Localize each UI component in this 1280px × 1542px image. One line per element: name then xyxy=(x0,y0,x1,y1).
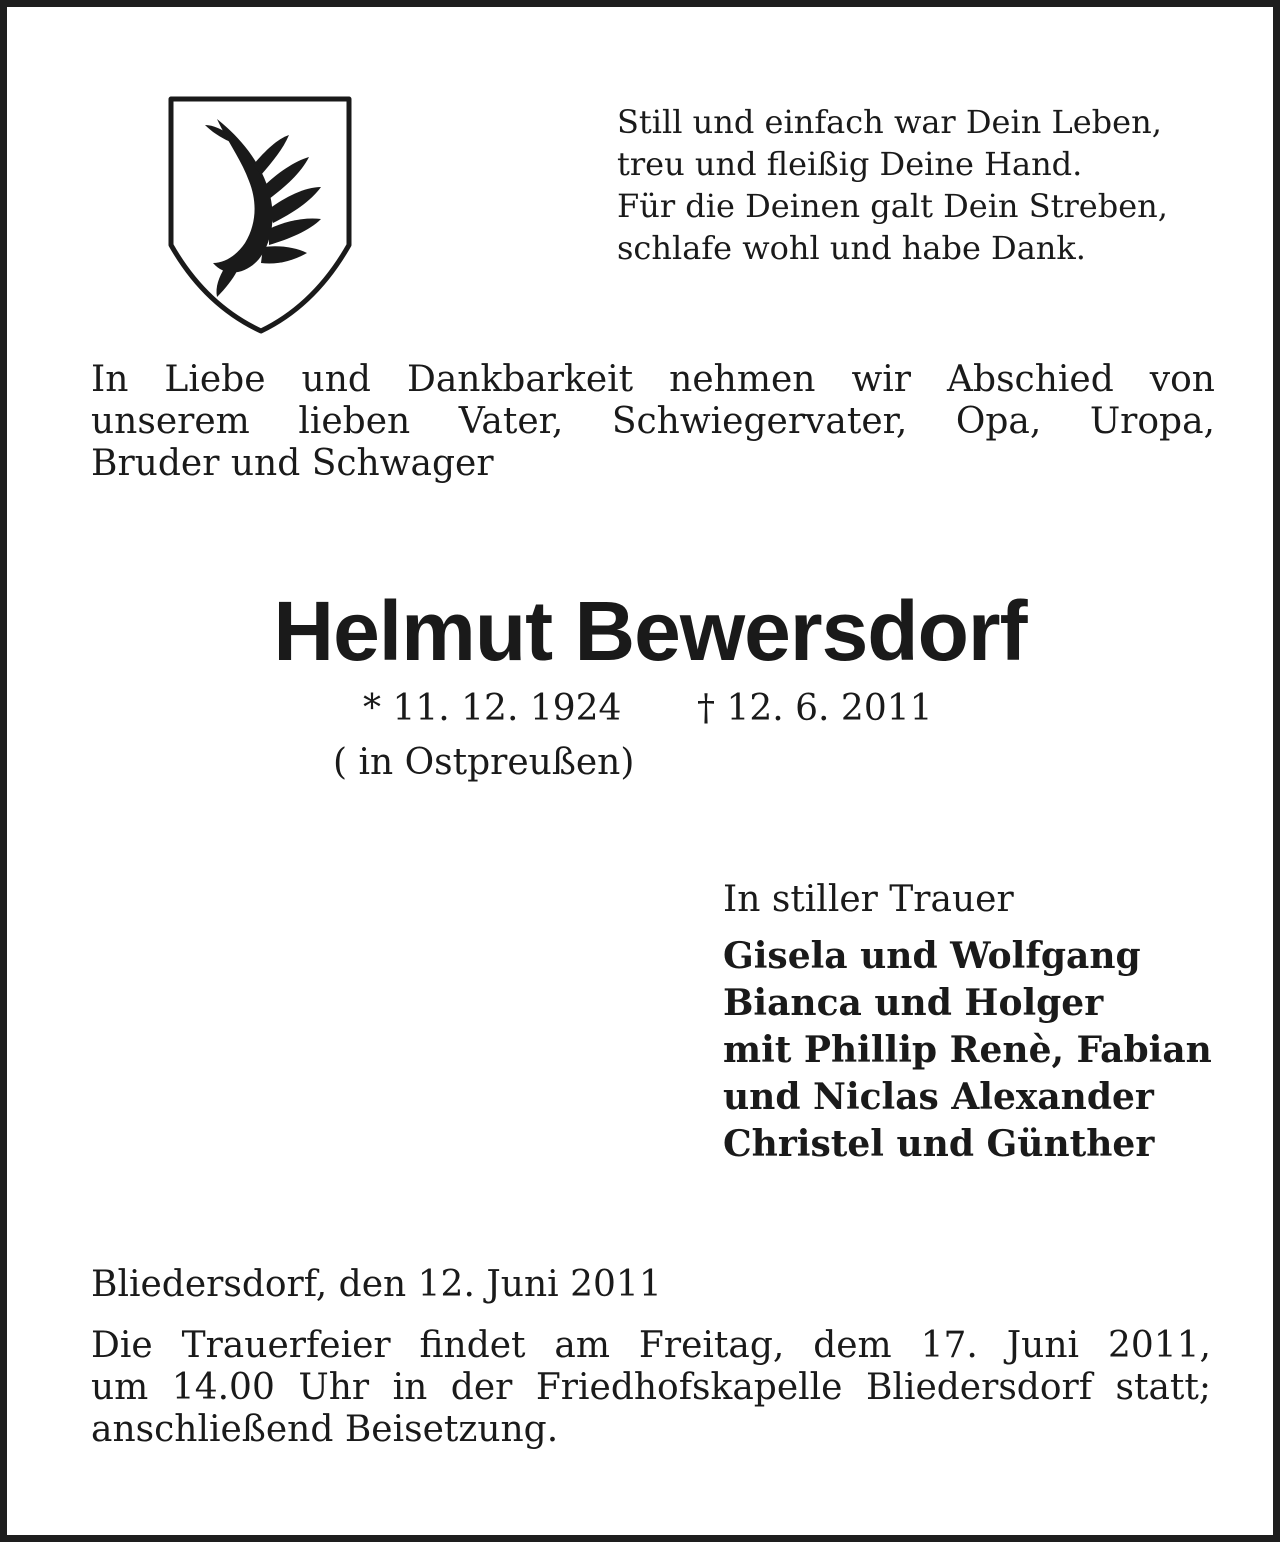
coat-of-arms xyxy=(165,95,355,335)
funeral-service-info xyxy=(91,1325,1211,1451)
death-date: † 12. 6. 2011 xyxy=(697,688,933,729)
mourner-name: Gisela und Wolfgang xyxy=(723,935,1141,977)
poem-line: Still und einfach war Dein Leben, xyxy=(617,103,1162,141)
mourner-name: und Niclas Alexander xyxy=(723,1076,1154,1118)
mourner-name: mit Phillip Renè, Fabian xyxy=(723,1029,1212,1071)
poem-line: Für die Deinen galt Dein Streben, xyxy=(617,187,1168,225)
birthplace: ( in Ostpreußen) xyxy=(333,742,635,783)
service-line: um 14.00 Uhr in der Friedhofskapelle Bliedersdorf statt; xyxy=(91,1367,1211,1408)
farewell-line: Bruder und Schwager xyxy=(91,443,494,484)
farewell-line: In Liebe und Dankbarkeit nehmen wir Abschied von xyxy=(91,359,1215,400)
service-line: Die Trauerfeier findet am Freitag, dem 17. Juni 2011, xyxy=(91,1325,1211,1366)
mourners-block xyxy=(723,875,1223,1168)
place-and-date: Bliedersdorf, den 12. Juni 2011 xyxy=(91,1264,662,1305)
mourners-intro: In stiller Trauer xyxy=(723,879,1014,920)
mourner-name: Bianca und Holger xyxy=(723,982,1104,1024)
mourner-name: Christel und Günther xyxy=(723,1123,1155,1165)
mourners-list xyxy=(723,933,1223,1168)
memorial-poem xyxy=(617,101,1237,269)
poem-line: treu und fleißig Deine Hand. xyxy=(617,145,1083,183)
farewell-line: unserem lieben Vater, Schwiegervater, Opa, Uropa, xyxy=(91,401,1215,442)
antler-shield-icon xyxy=(165,95,355,335)
deceased-name: Helmut Bewersdorf xyxy=(273,584,1027,678)
service-line: anschließend Beisetzung. xyxy=(91,1409,559,1450)
birth-date: * 11. 12. 1924 xyxy=(363,688,622,729)
poem-line: schlafe wohl und habe Dank. xyxy=(617,229,1086,267)
farewell-statement xyxy=(91,359,1215,485)
